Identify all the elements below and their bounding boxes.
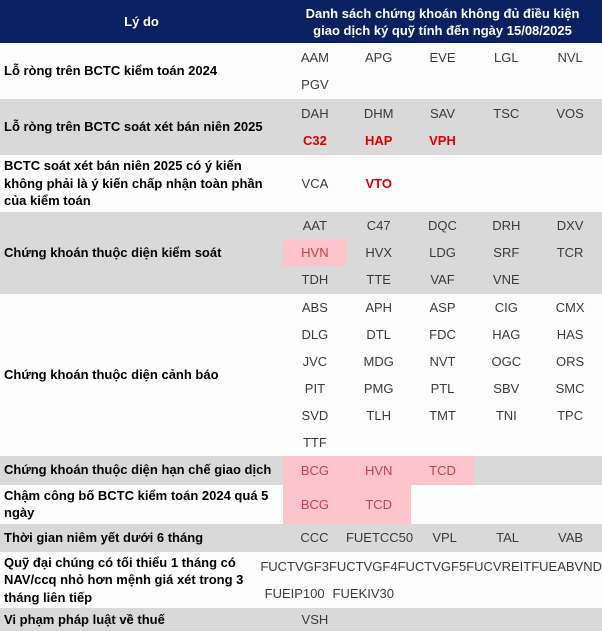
- ticker-cell: DLG: [301, 326, 329, 342]
- ticker-cell: BCG: [283, 485, 347, 524]
- ticker-cell: FUEIP100: [264, 586, 325, 602]
- ticker-cell: DHM: [363, 106, 394, 121]
- reason-cell: Chậm công bố BCTC kiểm toán 2024 quá 5 ngày: [4, 487, 269, 521]
- ticker-cell: DAH: [301, 106, 329, 121]
- ticker-cell: HAP: [364, 133, 393, 148]
- ticker-cell: PIT: [304, 380, 326, 396]
- ticker-cell: TTE: [366, 272, 391, 288]
- ticker-cell: TPC: [557, 407, 584, 423]
- ticker-cell: FUCTVGF4: [328, 559, 398, 575]
- ticker-cell: TTF: [302, 434, 327, 450]
- reason-cell: Chứng khoán thuộc diện kiểm soát: [4, 244, 222, 260]
- table-row: [0, 99, 602, 155]
- ticker-cell: FUEKIV30: [332, 586, 394, 602]
- ticker-cell: VAB: [557, 530, 584, 546]
- ticker-cell: C32: [302, 133, 327, 148]
- ticker-cell: VTO: [365, 175, 392, 191]
- list-column-header-line2: giao dịch ký quỹ tính đến ngày 15/08/2025: [313, 22, 572, 38]
- ticker-cell: VSH: [301, 612, 329, 628]
- ticker-cell: CMX: [555, 299, 585, 315]
- ticker-grid: [260, 552, 602, 609]
- ticker-cell: VPH: [429, 133, 456, 148]
- ticker-cell: FUEABVND: [531, 559, 602, 575]
- ticker-cell: AAM: [300, 50, 329, 65]
- reason-cell: BCTC soát xét bán niên 2025 có ý kiến không phải là ý kiến chấp nhận toàn phần của kiểm toán: [4, 158, 263, 209]
- table-row: [0, 212, 602, 294]
- ticker-cell: TLH: [366, 407, 391, 423]
- ticker-cell: OGC: [491, 353, 522, 369]
- table-row: [0, 608, 602, 631]
- table-row: [0, 456, 602, 485]
- ticker-cell: LDG: [429, 245, 456, 261]
- ticker-cell: FUCVREIT: [466, 559, 532, 575]
- ticker-cell: TMT: [429, 407, 456, 423]
- ticker-cell: APG: [364, 50, 393, 65]
- ticker-grid: [283, 608, 602, 631]
- reason-cell: Chứng khoán thuộc diện hạn chế giao dịch: [4, 462, 272, 478]
- table-row: [0, 552, 602, 609]
- ticker-cell: VAF: [430, 272, 455, 288]
- ticker-cell: FUETCC50: [345, 530, 414, 546]
- ticker-cell: VPL: [432, 530, 457, 546]
- ticker-cell: SMC: [555, 380, 585, 396]
- reason-cell: Quỹ đại chúng có tối thiểu 1 tháng có NAV/ccq nhỏ hơn mệnh giá xét trong 3 tháng liên tiếp: [4, 554, 244, 605]
- ticker-cell: SRF: [493, 245, 520, 261]
- ticker-cell: TNI: [495, 407, 517, 423]
- ticker-grid: [283, 456, 602, 485]
- ticker-cell: DQC: [428, 218, 457, 234]
- table-row: [0, 155, 602, 212]
- ticker-grid: [283, 43, 602, 99]
- ticker-cell: ORS: [556, 353, 585, 369]
- ticker-cell: BCG: [283, 456, 347, 485]
- reason-cell: Lỗ ròng trên BCTC soát xét bán niên 2025: [4, 119, 263, 135]
- ticker-cell: APH: [365, 299, 393, 315]
- ticker-grid: [283, 155, 602, 212]
- ticker-grid: [283, 524, 602, 552]
- ticker-cell: SBV: [493, 380, 520, 396]
- reason-cell: Lỗ ròng trên BCTC kiểm toán 2024: [4, 63, 218, 79]
- ticker-cell: NVT: [429, 353, 456, 369]
- ticker-cell: LGL: [494, 50, 519, 65]
- ticker-cell: TCR: [556, 245, 584, 261]
- ticker-cell: HAG: [492, 326, 521, 342]
- ticker-cell: DXV: [556, 218, 584, 234]
- ticker-cell: NVL: [557, 50, 583, 65]
- ticker-cell: PGV: [301, 77, 329, 92]
- ticker-cell: HAS: [556, 326, 584, 342]
- ticker-grid: [283, 485, 602, 524]
- ticker-cell: VNE: [492, 272, 520, 288]
- ticker-cell: DRH: [492, 218, 521, 234]
- ticker-cell: CIG: [494, 299, 518, 315]
- ticker-cell: TSC: [493, 106, 520, 121]
- ticker-cell: TCD: [347, 485, 411, 524]
- ticker-cell: MDG: [363, 353, 394, 369]
- table-row: [0, 294, 602, 456]
- list-column-header: [283, 0, 602, 43]
- table-header-row: [0, 0, 602, 43]
- ticker-cell: PTL: [430, 380, 455, 396]
- ticker-cell: VOS: [556, 106, 584, 121]
- ticker-cell: VCA: [301, 175, 329, 191]
- ticker-cell: TAL: [496, 530, 520, 546]
- ticker-cell: C47: [366, 218, 391, 234]
- reason-cell: Vi phạm pháp luật về thuế: [4, 612, 165, 628]
- ticker-cell: HVX: [365, 245, 393, 261]
- ticker-cell: FUCTVGF5: [397, 559, 467, 575]
- table-body: [0, 43, 602, 631]
- ticker-cell: EVE: [429, 50, 456, 65]
- reason-cell: Thời gian niêm yết dưới 6 tháng: [4, 529, 204, 545]
- reason-column-header: Lý do: [124, 14, 159, 29]
- ticker-cell: FUCTVGF3: [260, 559, 329, 575]
- ticker-grid: [283, 212, 602, 294]
- ticker-cell: ASP: [429, 299, 456, 315]
- ticker-cell: SAV: [429, 106, 456, 121]
- ticker-cell: JVC: [302, 353, 328, 369]
- ticker-cell: DTL: [366, 326, 391, 342]
- table-row: [0, 524, 602, 552]
- ticker-cell: AAT: [302, 218, 328, 234]
- table-row: [0, 43, 602, 99]
- ticker-cell: ABS: [301, 299, 328, 315]
- ticker-cell: FDC: [429, 326, 456, 342]
- ticker-grid: [283, 294, 602, 456]
- reason-cell: Chứng khoán thuộc diện cảnh báo: [4, 366, 219, 382]
- ticker-cell: HVN: [347, 456, 411, 485]
- ticker-cell: CCC: [300, 530, 329, 546]
- ticker-cell: HVN: [283, 239, 347, 266]
- ticker-cell: SVD: [301, 407, 329, 423]
- ticker-grid: [283, 99, 602, 155]
- list-column-header-line1: Danh sách chứng khoán không đủ điều kiện: [305, 5, 580, 21]
- table-row: [0, 485, 602, 524]
- ticker-cell: PMG: [363, 380, 394, 396]
- ticker-cell: TDH: [301, 272, 329, 288]
- ticker-cell: TCD: [411, 456, 475, 485]
